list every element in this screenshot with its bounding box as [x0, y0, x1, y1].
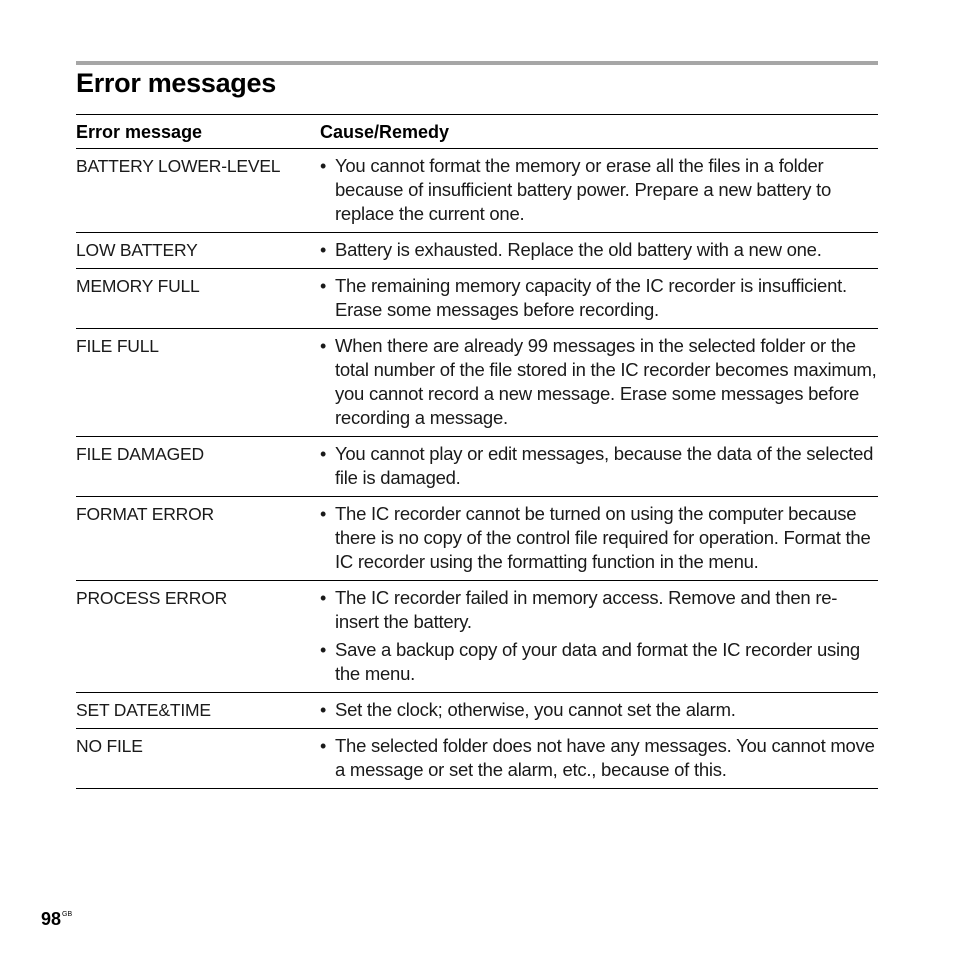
- error-message-cell: LOW BATTERY: [76, 240, 198, 260]
- error-message-cell: PROCESS ERROR: [76, 588, 228, 608]
- error-message-table: [76, 114, 878, 789]
- error-message-cell: NO FILE: [76, 736, 143, 756]
- remedy-cell: [320, 734, 878, 782]
- remedy-item: • You cannot format the memory or erase all the files in a folder because of insufficient battery power. Prepare a new battery to replace the current one.: [320, 155, 832, 224]
- bullet-icon: •: [320, 640, 327, 660]
- remedy-cell: [320, 442, 878, 490]
- remedy-item: • The remaining memory capacity of the IC recorder is insufficient. Erase some messages before recording.: [320, 275, 847, 320]
- header-error-message: Error message: [76, 121, 203, 142]
- error-message-cell: MEMORY FULL: [76, 276, 200, 296]
- remedy-item: • You cannot play or edit messages, because the data of the selected file is damaged.: [320, 443, 874, 488]
- page-title: Error messages: [76, 68, 276, 98]
- remedy-item: • The selected folder does not have any messages. You cannot move a message or set the alarm, etc., because of this.: [320, 735, 875, 780]
- bullet-icon: •: [320, 700, 327, 720]
- table-row: [76, 497, 878, 581]
- error-message-cell: SET DATE&TIME: [76, 700, 211, 720]
- remedy-cell: [320, 154, 878, 226]
- remedy-cell: [320, 274, 878, 322]
- table-row: [76, 437, 878, 497]
- bullet-icon: •: [320, 240, 327, 260]
- remedy-item: • The IC recorder failed in memory access. Remove and then re-insert the battery.: [320, 587, 838, 632]
- table-header-row: [76, 115, 878, 149]
- remedy-cell: [320, 238, 878, 262]
- page-region-suffix: GB: [62, 911, 73, 918]
- bullet-icon: •: [320, 444, 327, 464]
- page-number: $98^{GB}$: [41, 909, 73, 929]
- error-message-cell: FILE DAMAGED: [76, 444, 204, 464]
- remedy-item: • Battery is exhausted. Replace the old battery with a new one.: [320, 239, 822, 260]
- top-rule: [76, 61, 878, 65]
- remedy-cell: [320, 502, 878, 574]
- error-message-cell: FORMAT ERROR: [76, 504, 214, 524]
- table-row: [76, 729, 878, 789]
- remedy-item: • Set the clock; otherwise, you cannot set the alarm.: [320, 699, 736, 720]
- table-row: [76, 233, 878, 269]
- table-row: [76, 329, 878, 437]
- bullet-icon: •: [320, 276, 327, 296]
- remedy-item: • When there are already 99 messages in the selected folder or the total number of the file stored in the IC recorder becomes maximum, you cannot record a new message. Erase some messages before recording a message.: [320, 335, 877, 428]
- remedy-cell: [320, 698, 878, 722]
- remedy-cell: [320, 586, 878, 686]
- table-row: [76, 269, 878, 329]
- remedy-cell: [320, 334, 878, 430]
- bullet-icon: •: [320, 588, 327, 608]
- bullet-icon: •: [320, 504, 327, 524]
- table-row: [76, 149, 878, 233]
- table-row: [76, 693, 878, 729]
- header-cause-remedy: Cause/Remedy: [320, 121, 450, 142]
- error-message-cell: FILE FULL: [76, 336, 159, 356]
- bullet-icon: •: [320, 156, 327, 176]
- bullet-icon: •: [320, 736, 327, 756]
- error-message-cell: BATTERY LOWER-LEVEL: [76, 156, 281, 176]
- remedy-item: • The IC recorder cannot be turned on using the computer because there is no copy of the control file required for operation. Format the IC recorder using the formatting function in the menu.: [320, 503, 871, 572]
- table-row: [76, 581, 878, 693]
- remedy-item: • Save a backup copy of your data and format the IC recorder using the menu.: [320, 639, 860, 684]
- bullet-icon: •: [320, 336, 327, 356]
